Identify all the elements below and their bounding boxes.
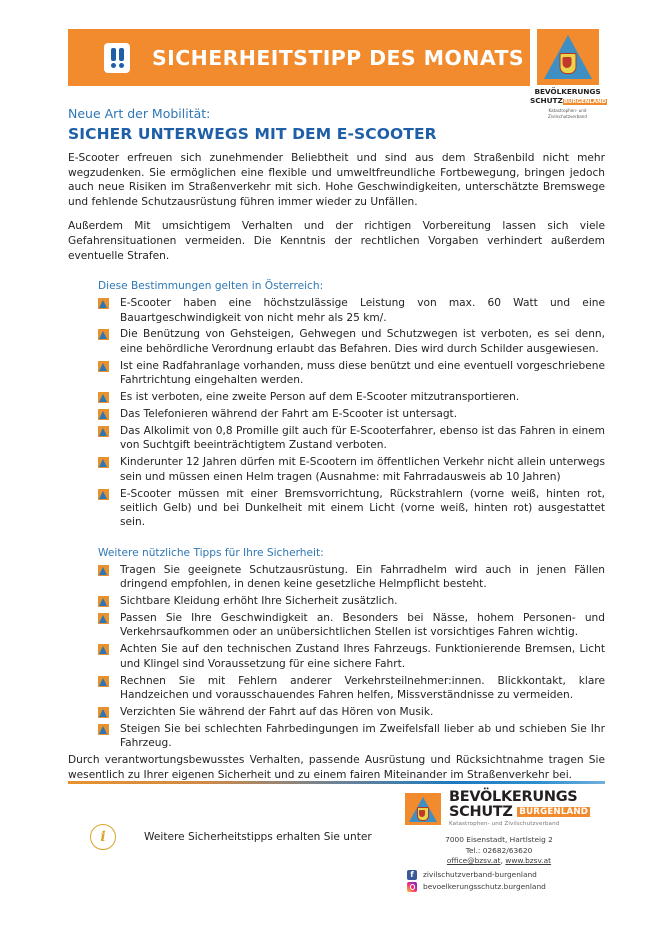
list-item-text: Tragen Sie geeignete Schutzausrüstung. Ein Fahrradhelm wird auch in jenen Fällen dringend empfohlen, in denen keine gesetzliche Helmpflicht besteht. (120, 563, 605, 591)
intro-paragraph-2: Außerdem Mit umsichtigem Verhalten und der richtigen Vorbereitung lassen sich viele Gefahrensituationen vermeiden. Die Kenntnis der rechtlichen Vorgaben verhindert außerdem eventuelle Strafen. (68, 220, 605, 262)
document-footer (68, 790, 605, 910)
tips-list (68, 563, 605, 751)
facebook-handle: zivilschutzverband-burgenland (423, 870, 537, 879)
brand-emblem-icon (405, 793, 441, 825)
list-item (98, 642, 605, 671)
list-item-text: Das Telefonieren während der Fahrt am E-Scooter ist untersagt. (120, 408, 458, 420)
footer-divider (68, 781, 605, 784)
coat-of-arms-icon (559, 53, 576, 74)
list-item (98, 327, 605, 356)
footer-contact-block (393, 790, 605, 894)
banner-title: SICHERHEITSTIPP DES MONATS (152, 45, 525, 70)
double-exclamation-icon (104, 43, 130, 73)
list-item-text: E-Scooter müssen mit einer Bremsvorrichtung, Rückstrahlern (vorne weiß, hinten rot, seitlich Gelb) und bei Dunkelheit mit einem Licht (vorne weiß, hinten rot) ausgestattet sein. (120, 487, 605, 529)
list-item (98, 487, 605, 530)
info-icon: i (90, 824, 116, 850)
contact-phone: Tel.: 02682/63620 (465, 845, 533, 855)
exclamation-mark-right (119, 48, 124, 68)
document-body (68, 151, 605, 782)
footer-info-text: Weitere Sicherheitstipps erhalten Sie unter (144, 831, 372, 843)
list-item (98, 424, 605, 453)
brand-name-line1: BEVÖLKERUNGS (449, 789, 578, 805)
section-heading-rules: Diese Bestimmungen gelten in Österreich: (98, 280, 324, 293)
contact-website-link[interactable]: www.bzsv.at (505, 856, 552, 865)
brand-name-line1: BEVÖLKERUNGS (534, 87, 601, 96)
social-row-facebook[interactable] (407, 870, 605, 880)
contact-details (393, 835, 605, 867)
contact-separator: , (500, 856, 506, 865)
brand-badge: BURGENLAND (563, 99, 607, 105)
list-item (98, 722, 605, 751)
list-item (98, 674, 605, 703)
social-row-instagram[interactable] (407, 882, 605, 892)
list-item-text: Steigen Sie bei schlechten Fahrbedingungen im Zweifelsfall lieber ab und schieben Sie Ihr Fahrzeug. (120, 722, 605, 750)
instagram-handle: bevoelkerungsschutz.burgenland (423, 882, 546, 891)
brand-logo-header (530, 29, 605, 120)
list-item (98, 563, 605, 592)
list-item-text: Rechnen Sie mit Fehlern anderer Verkehrsteilnehmer:innen. Blickkontakt, klare Handzeichen und vorausschauendes Fahren helfen, Missverständnisse zu vermeiden. (120, 674, 605, 701)
triangle-bullet-icon (98, 707, 109, 718)
brand-name-line2: SCHUTZ (530, 96, 563, 105)
brand-name-footer (449, 790, 590, 827)
list-item-text: Das Alkolimit von 0,8 Promille gilt auch für E-Scooterfahrer, ebenso ist das Fahren in einem von Suchtgift beeinträchtigtem Zustand verboten. (120, 424, 605, 452)
triangle-bullet-icon (98, 613, 109, 624)
coat-of-arms-icon (417, 807, 429, 821)
list-item-text: Es ist verboten, eine zweite Person auf dem E-Scooter mitzutransportieren. (120, 391, 520, 404)
list-item-text: Kinderunter 12 Jahren dürfen mit E-Scootern im öffentlichen Verkehr nicht allein unterwegs sein und müssen einen Helm tragen (Ausnahme: mit Fahrradausweis ab 10 Jahren) (120, 456, 605, 483)
triangle-bullet-icon (98, 409, 109, 420)
triangle-bullet-icon (98, 392, 109, 403)
contact-address: 7000 Eisenstadt, Hartlsteig 2 (445, 835, 553, 844)
rules-list (68, 296, 605, 530)
brand-subline: Katastrophen- und Zivilschutzverband (449, 821, 560, 827)
header-banner (68, 29, 530, 86)
triangle-bullet-icon (98, 329, 109, 340)
list-item (98, 390, 605, 404)
triangle-bullet-icon (98, 565, 109, 576)
brand-name (530, 87, 605, 107)
brand-badge: BURGENLAND (519, 807, 589, 817)
triangle-bullet-icon (98, 489, 109, 500)
list-item (98, 296, 605, 325)
brand-emblem-icon (537, 29, 599, 85)
list-item-text: Verzichten Sie während der Fahrt auf das Hören von Musik. (120, 705, 434, 718)
triangle-bullet-icon (98, 596, 109, 607)
list-item-text: Achten Sie auf den technischen Zustand Ihres Fahrzeugs. Funktionierende Bremsen, Licht und Klingel sind Voraussetzung für eine sichere Fahrt. (120, 643, 605, 670)
footer-info-block (90, 824, 372, 850)
list-item (98, 705, 605, 719)
triangle-bullet-icon (98, 676, 109, 687)
list-item-text: Ist eine Radfahranlage vorhanden, muss diese benützt und eine eventuell vorgeschriebene Fahrtrichtung eingehalten werden. (120, 359, 605, 387)
triangle-bullet-icon (98, 426, 109, 437)
list-item (98, 594, 605, 608)
brand-name-line2: SCHUTZ (449, 804, 513, 820)
kicker-title: Neue Art der Mobilität: (68, 106, 211, 121)
brand-logo-footer (405, 790, 605, 827)
section-heading-tips: Weitere nützliche Tipps für Ihre Sicherheit: (98, 546, 324, 559)
list-item (98, 359, 605, 388)
triangle-bullet-icon (98, 457, 109, 468)
list-item (98, 455, 605, 484)
triangle-bullet-icon (98, 644, 109, 655)
social-links (393, 870, 605, 892)
list-item (98, 611, 605, 640)
closing-paragraph: Durch verantwortungsbewusstes Verhalten, passende Ausrüstung und Rücksichtnahme tragen Sie wesentlich zu Ihrer eigenen Sicherheit und zu einem fairen Miteinander im Straßenverkehr bei. (68, 754, 605, 781)
list-item-text: E-Scooter haben eine höchstzulässige Leistung von max. 60 Watt und eine Bauartgeschwindigkeit von nicht mehr als 25 km/. (120, 297, 605, 324)
exclamation-mark-left (111, 48, 116, 68)
instagram-icon (407, 882, 417, 892)
list-item-text: Die Benützung von Gehsteigen, Gehwegen und Schutzwegen ist verboten, es sei denn, eine behördliche Verordnung erlaubt das Befahren. Dies wird durch Schilder ausgewiesen. (120, 328, 605, 355)
facebook-icon: f (407, 870, 417, 880)
page-title: SICHER UNTERWEGS MIT DEM E-SCOOTER (68, 125, 437, 143)
triangle-bullet-icon (98, 361, 109, 372)
intro-paragraph-1: E-Scooter erfreuen sich zunehmender Beliebtheit und sind aus dem Straßenbild nicht mehr wegzudenken. Sie ermöglichen eine flexible und umweltfreundliche Fortbewegung, bringen jedoch auch neue Risiken im Straßenverkehr mit sich. Hohe Geschwindigkeiten, unterschätzte Bremswege und fehlende Schutzausrüstung führen immer wieder zu Unfällen. (68, 152, 605, 208)
triangle-bullet-icon (98, 724, 109, 735)
contact-email-link[interactable]: office@bzsv.at (446, 856, 501, 865)
list-item (98, 407, 605, 421)
list-item-text: Sichtbare Kleidung erhöht Ihre Sicherheit zusätzlich. (120, 595, 398, 608)
triangle-bullet-icon (98, 298, 109, 309)
brand-subline: Katastrophen- und Zivilschutzverband (548, 108, 587, 119)
list-item-text: Passen Sie Ihre Geschwindigkeit an. Besonders bei Nässe, hohem Personen- und Verkehrsaufkommen oder an unübersichtlichen Stellen ist vorsichtiges Fahren wichtig. (120, 611, 605, 639)
